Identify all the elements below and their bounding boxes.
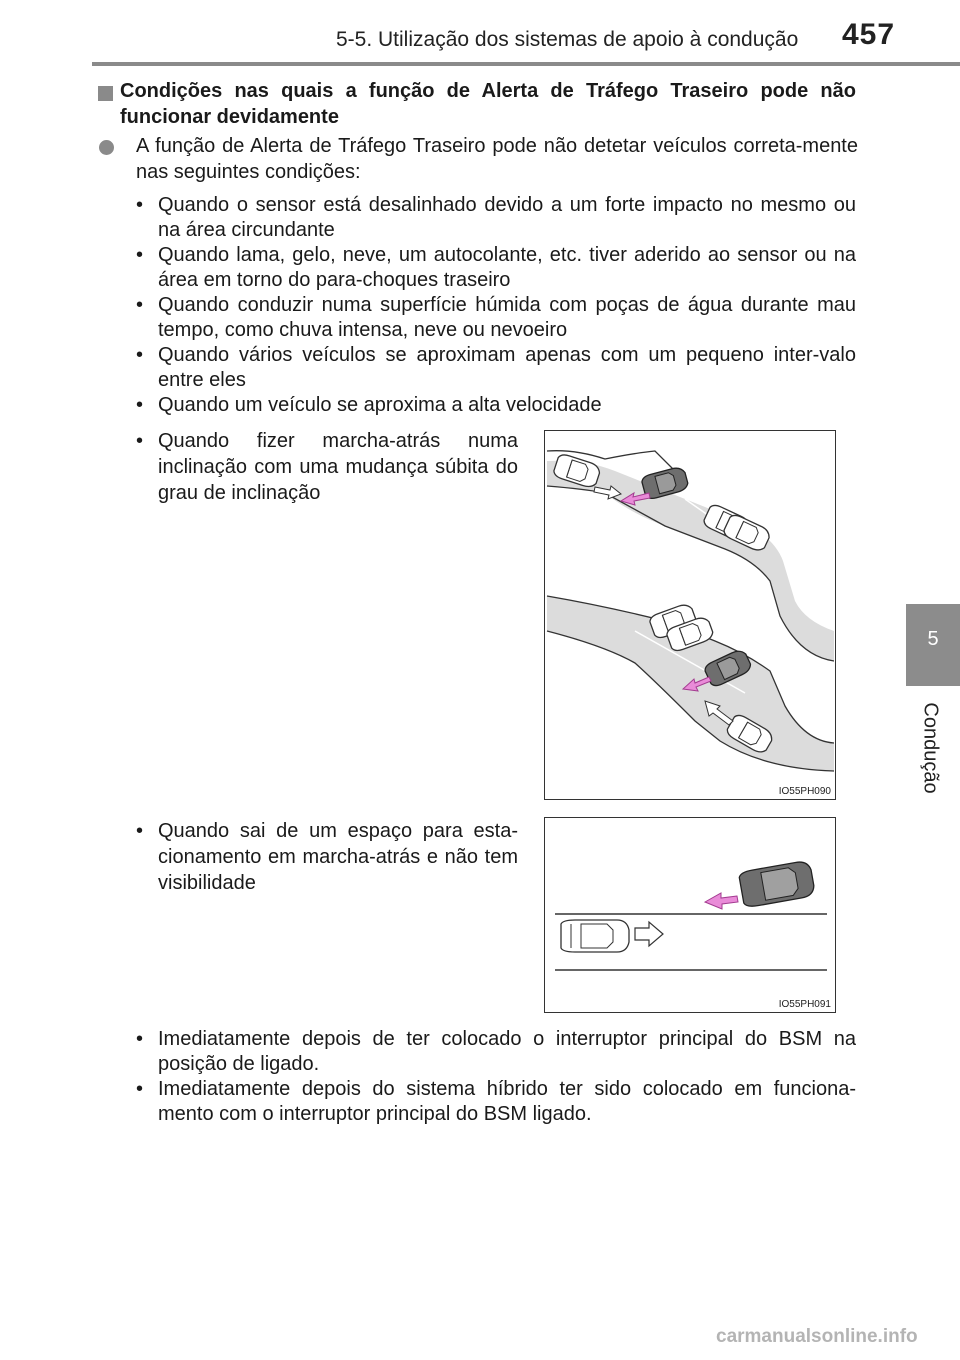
chapter-label: Condução	[919, 702, 942, 794]
bullet-dot: •	[136, 430, 144, 452]
list-item-parking	[136, 818, 518, 896]
figure-code: IO55PH091	[778, 999, 831, 1010]
list-item-text: Imediatamente depois de ter colocado o interruptor principal do BSM na posição de ligado.	[158, 1028, 856, 1075]
bullet-dot: •	[136, 294, 144, 316]
slope-diagram	[545, 431, 834, 798]
list-item	[136, 293, 856, 343]
list-item-text: Imediatamente depois do sistema híbrido ter sido colocado em funciona-mento com o interruptor principal do BSM ligado.	[158, 1078, 856, 1125]
list-item-text: Quando conduzir numa superfície húmida com poças de água durante mau tempo, como chuva intensa, neve ou nevoeiro	[158, 294, 856, 341]
page-number: 457	[842, 18, 896, 51]
list-item	[136, 243, 856, 293]
list-item-text: Quando lama, gelo, neve, um autocolante, etc. tiver aderido ao sensor ou na área em torno do para-choques traseiro	[158, 244, 856, 291]
circle-bullet-icon	[99, 140, 114, 155]
list-item	[136, 1077, 856, 1127]
list-item	[136, 193, 856, 243]
bullet-dot: •	[136, 394, 144, 416]
figure-code: IO55PH090	[778, 786, 831, 797]
white-arrow-icon	[635, 922, 663, 946]
section-heading: Condições nas quais a função de Alerta de Tráfego Traseiro pode não funcionar devidamente	[120, 80, 856, 128]
intro-paragraph: A função de Alerta de Tráfego Traseiro pode não detetar veículos correta-mente nas seguintes condições:	[136, 135, 858, 183]
running-header-title: 5-5. Utilização dos sistemas de apoio à condução	[336, 28, 799, 51]
bullet-dot: •	[136, 1078, 144, 1100]
parking-diagram	[545, 818, 834, 1011]
list-item-text: Quando vários veículos se aproximam apenas com um pequeno inter-valo entre eles	[158, 344, 856, 391]
list-item	[136, 343, 856, 393]
square-bullet-icon	[98, 86, 113, 101]
bullet-dot: •	[136, 244, 144, 266]
list-item-text: Quando sai de um espaço para esta-cionamento em marcha-atrás e não tem visibilidade	[158, 820, 518, 894]
list-item-text: Quando fizer marcha-atrás numa inclinação com uma mudança súbita do grau de inclinação	[158, 430, 518, 504]
parking-illustration	[544, 817, 836, 1013]
chapter-number: 5	[927, 628, 939, 650]
list-item	[136, 393, 856, 418]
bullet-dot: •	[136, 194, 144, 216]
bullet-dot: •	[136, 1028, 144, 1050]
header-divider	[92, 62, 960, 66]
list-item	[136, 1027, 856, 1077]
bullet-dot: •	[136, 344, 144, 366]
list-item-text: Quando o sensor está desalinhado devido a um forte impacto no mesmo ou na área circundante	[158, 194, 856, 241]
pink-arrow-icon	[705, 893, 738, 909]
bullet-dot: •	[136, 820, 144, 842]
slope-illustration	[544, 430, 836, 800]
list-item-slope	[136, 428, 518, 506]
list-item-text: Quando um veículo se aproxima a alta velocidade	[158, 394, 602, 416]
watermark: carmanualsonline.info	[716, 1326, 918, 1347]
chapter-tab[interactable]	[906, 604, 960, 686]
